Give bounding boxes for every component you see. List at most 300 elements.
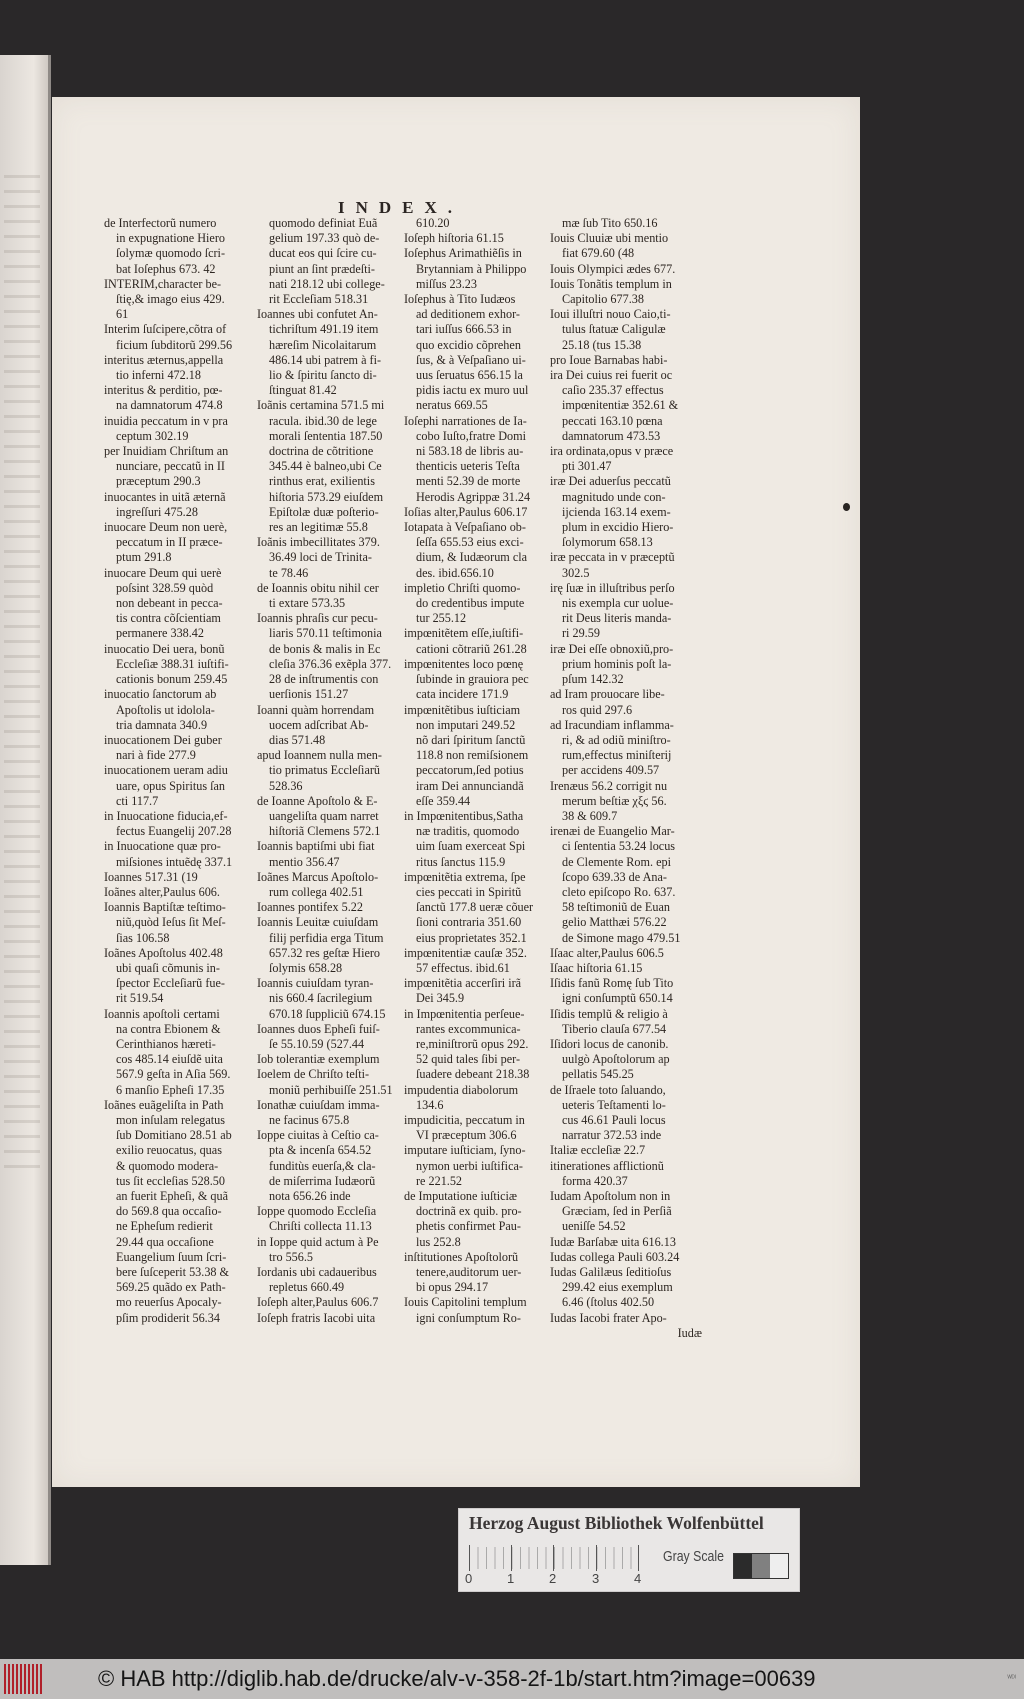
index-entry-line: nati 218.12 ubi collegе- (269, 276, 385, 291)
hab-logo-icon (4, 1664, 44, 1694)
index-entry-line: 58 teſtimoniũ de Euan (562, 900, 670, 915)
running-header: INDEX. (338, 198, 464, 217)
index-entry-line: nymon uerbi iuſtifica- (416, 1158, 523, 1173)
index-entry-line: cus 46.61 Pauli locus (562, 1112, 666, 1127)
index-entry-line: ſuadere debeant 218.38 (416, 1067, 530, 1082)
ruler-number: 0 (465, 1571, 473, 1586)
index-entry-line: eius proprietates 352.1 (416, 930, 527, 945)
index-entry-line: Iudæ Barſabæ uita 616.13 (550, 1234, 676, 1249)
index-entry-line: ne Epheſum redierit (116, 1219, 213, 1234)
index-entry-line: Dei 345.9 (416, 991, 465, 1006)
index-entry-line: plum in excidio Hiero- (562, 520, 674, 535)
index-entry-line: de miſerrima Iudæorũ (269, 1173, 376, 1188)
index-entry-line: phetis confirmet Pau- (416, 1219, 521, 1234)
index-entry-line: tur 255.12 (416, 611, 467, 626)
index-entry-line: Interim ſuſcipere,cõtra of (104, 322, 227, 337)
index-entry-line: Chriſti collecta 11.13 (269, 1219, 372, 1234)
index-entry-line: impœnitẽtem eſſe,iuſtifi- (404, 626, 524, 641)
book-gutter (48, 55, 51, 1565)
index-entry-line: ſus, & à Veſpaſiano ui- (416, 352, 526, 367)
index-entry-line: non imputari 249.52 (416, 717, 516, 732)
index-entry-line: impletio Chriſti quomo- (404, 580, 521, 595)
index-entry-line: Ioui illuſtri nouo Caio,ti- (550, 307, 671, 322)
index-entry-line: Epiſtolæ duæ poſterio- (269, 504, 379, 519)
index-entry-line: Euangelium ſuum ſcri- (116, 1249, 227, 1264)
index-entry-line: lio & ſpiritu ſancto di- (269, 368, 377, 383)
index-entry-line: de Ioannis obitu nihil cer (257, 580, 379, 595)
index-entry-line: inſtitutiones Apoſtolorũ (404, 1249, 519, 1264)
index-entry-line: tis contra cõſcientiam (116, 611, 221, 626)
index-entry-line: ſanctũ 177.8 ueræ cõuer (416, 900, 534, 915)
index-entry-line: inuocatio Dei uera, bonũ (104, 641, 225, 656)
index-entry-line: iram Dei annunciandã (416, 778, 524, 793)
index-entry-line: Ioſeph fratris Iacobi uita (257, 1310, 376, 1325)
index-entry-line: damnatorum 473.53 (562, 428, 661, 443)
index-column-4 (550, 216, 702, 1341)
index-entry-line: an fuerit Epheſi, & quã (116, 1189, 229, 1203)
index-entry-line: ti extare 573.35 (269, 596, 346, 611)
index-entry-line: in Impœnitentibus,Satha (404, 808, 524, 823)
index-entry-line: pta & incenſa 654.52 (269, 1143, 372, 1158)
index-entry-line: ſolymæ quomodo ſcri- (116, 246, 226, 261)
index-entry-line: rantes excommunica- (416, 1021, 521, 1036)
index-entry-line: Iudas collega Pauli 603.24 (550, 1249, 680, 1264)
index-entry-line: Ioannes pontifex 5.22 (257, 900, 363, 915)
index-entry-line: 6 manſio Epheſi 17.35 (116, 1082, 225, 1097)
index-entry-line: ſcopo 639.33 de Ana- (562, 869, 667, 884)
index-entry-line: cata incidere 171.9 (416, 687, 509, 702)
index-entry-line: ci ſententia 53.24 locus (562, 839, 676, 854)
index-entry-line: 28 de inſtrumentis con (269, 672, 379, 687)
ruler-number: 2 (549, 1571, 557, 1586)
index-entry-line: de Imputatione iuſticiæ (404, 1189, 518, 1203)
index-entry-line: quo excidio cõprehen (416, 337, 521, 352)
index-entry-line: cationi cõtrariũ 261.28 (416, 641, 527, 656)
index-entry-line: pſim prodiderit 56.34 (116, 1310, 220, 1325)
index-entry-line: cleſia 376.36 exẽpla 377. (269, 656, 392, 671)
index-entry-line: iræ peccata in v præceptũ (550, 550, 675, 565)
index-entry-line: Ioãnis certamina 571.5 mi (257, 398, 385, 413)
index-entry-line: do 569.8 qua occaſio- (116, 1204, 222, 1219)
index-entry-line: de bonis & malis in Ec (269, 641, 381, 656)
index-entry-line: Græciam, ſed in Perſiã (562, 1204, 672, 1219)
index-entry-line: nis exempla cur uolue- (562, 596, 674, 611)
index-entry-line: miſsiones intuẽdę 337.1 (116, 854, 233, 869)
index-entry-line: mo reuerſus Apocaly- (116, 1295, 222, 1310)
index-entry-line: imputare iuſticiam, ſyno- (404, 1143, 526, 1158)
index-entry-line: nõ dari ſpiritum ſanctũ (416, 732, 526, 747)
index-entry-line: tus ſit eccleſias 528.50 (116, 1173, 225, 1188)
index-entry-line: Ioannis Leuitæ cuiuſdam (257, 915, 379, 930)
index-entry-line: mæ ſub Tito 650.16 (562, 216, 658, 230)
index-entry-line: nari à fide 277.9 (116, 748, 196, 763)
index-entry-line: ingreſſuri 475.28 (116, 504, 198, 519)
index-entry-line: uus ſeruatus 656.15 la (416, 368, 523, 383)
index-entry-line: Iouis Tonãtis templum in (550, 276, 672, 291)
index-entry-line: Ioãnes Apoſtolus 402.48 (104, 945, 223, 960)
index-entry-line: Iſidis fanũ Romę ſub Tito (550, 976, 674, 991)
index-entry-line: pellatis 545.25 (562, 1067, 634, 1082)
index-entry-line: tria damnata 340.9 (116, 717, 208, 732)
index-entry-line: Iouis Cluuiæ ubi mentio (550, 231, 669, 246)
footer-url-text[interactable]: © HAB http://diglib.hab.de/drucke/alv-v-358-2f-1b/start.htm?image=00639 (98, 1666, 816, 1691)
index-entry-line: cies peccati in Spiritũ (416, 884, 522, 899)
index-entry-line: 657.32 res geſtæ Hiero (269, 945, 381, 960)
index-entry-line: nunciare, peccatũ in II (116, 459, 225, 474)
index-entry-line: hæreſim Nicolaitarum (269, 337, 377, 352)
index-entry-line: ſub Domitiano 28.51 ab (116, 1128, 232, 1143)
index-entry-line: & quomodo modera- (116, 1158, 219, 1173)
index-entry-line: per Inuidiam Chriſtum an (104, 444, 229, 459)
index-entry-line: 670.18 ſuppliciũ 674.15 (269, 1006, 386, 1021)
index-entry-line: gelium 197.33 quò de- (269, 231, 380, 246)
index-entry-line: cobo Iuſto,fratre Domi (416, 428, 526, 443)
index-entry-line: de Ioanne Apoſtolo & E- (257, 793, 378, 808)
index-entry-line: 57 effectus. ibid.61 (416, 960, 510, 975)
index-entry-line: ijcienda 163.14 exem- (562, 504, 671, 519)
index-entry-line: re,miniſtrorũ opus 292. (416, 1036, 529, 1051)
index-entry-line: 486.14 ubi patrem à fi- (269, 352, 382, 367)
index-entry-line: ficium ſubditorũ 299.56 (116, 337, 233, 352)
index-entry-line: narratur 372.53 inde (562, 1128, 662, 1143)
index-entry-line: in Impœnitentia perſeue- (404, 1006, 525, 1021)
index-entry-line: cos 485.14 eiuſdẽ uita (116, 1052, 223, 1067)
index-entry-line: ducat eos qui ſcire cu- (269, 246, 377, 261)
index-entry-line: Iudæ (677, 1325, 702, 1340)
index-entry-line: fiat 679.60 (48 (562, 246, 635, 261)
index-entry-line: tari iuſſus 666.53 in (416, 322, 512, 337)
index-entry-line: 25.18 (tus 15.38 (562, 337, 642, 352)
index-entry-line: ne facinus 675.8 (269, 1112, 350, 1127)
index-entry-line: Ioanni quàm horrendam (257, 702, 375, 717)
index-entry-line: doctrina de cõtritione (269, 444, 374, 459)
index-entry-line: cationis bonum 259.45 (116, 672, 228, 687)
index-entry-line: nota 656.26 inde (269, 1189, 351, 1203)
index-entry-line: lus 252.8 (416, 1234, 461, 1249)
index-entry-line: irę ſuæ in illuſtribus perſo (550, 580, 675, 595)
index-entry-line: Ioannis phraſis cur pecu- (257, 611, 378, 626)
index-entry-line: præceptum 290.3 (116, 474, 201, 489)
index-entry-line: Iotapata à Veſpaſiano ob- (404, 520, 526, 535)
index-entry-line: Italiæ eccleſiæ 22.7 (550, 1143, 646, 1158)
index-entry-line: Ioannis cuiuſdam tyran- (257, 976, 374, 991)
index-entry-line: impœnitentiæ cauſæ 352. (404, 945, 527, 960)
color-scale-card (458, 1508, 800, 1592)
index-column-2 (257, 216, 409, 1326)
index-entry-line: tichriſtum 491.19 item (269, 322, 379, 337)
index-entry-line: exilio reuocatus, quas (116, 1143, 222, 1158)
index-entry-line: pti 301.47 (562, 459, 612, 474)
index-entry-line: repletus 660.49 (269, 1280, 345, 1295)
index-entry-line: dium, & Iudæorum cla (416, 550, 528, 565)
index-entry-line: ſolymorum 658.13 (562, 535, 653, 550)
index-entry-line: Eccleſiæ 388.31 iuſtifi- (116, 656, 229, 671)
index-entry-line: bat Ioſephus 673. 42 (116, 261, 216, 276)
index-column-3 (404, 216, 556, 1326)
swatch-mid (752, 1554, 770, 1578)
index-entry-line: 567.9 geſta in Aſia 569. (116, 1067, 231, 1082)
index-entry-line: peccati 163.10 pœna (562, 413, 663, 428)
index-entry-line: in Inuocatione quæ pro- (104, 839, 221, 854)
paper-blemish (843, 503, 850, 511)
ruler-ticks (469, 1547, 639, 1569)
index-entry-line: ritus ſanctus 115.9 (416, 854, 506, 869)
index-entry-line: 610.20 (416, 216, 450, 230)
index-entry-line: pidis iactu ex muro uul (416, 383, 529, 398)
index-entry-line: pſum 142.32 (562, 672, 624, 687)
index-entry-line: piunt an ſint prædeſti- (269, 261, 375, 276)
index-entry-line: ri 29.59 (562, 626, 600, 641)
ruler-major-tick (596, 1545, 597, 1571)
ruler-major-tick (469, 1545, 470, 1571)
index-entry-line: ſtinguat 81.42 (269, 383, 337, 398)
index-entry-line: nis 660.4 ſacrilegium (269, 991, 373, 1006)
index-entry-line: merum beſtiæ χξϛ 56. (562, 793, 667, 808)
index-entry-line: rum collega 402.51 (269, 884, 364, 899)
index-entry-line: igni conſumptum Ro- (416, 1310, 521, 1325)
index-entry-line: Ioannis apoſtoli certami (104, 1006, 220, 1021)
index-entry-line: Ioãnis imbecillitates 379. (257, 535, 380, 550)
index-entry-line: igni conſumptũ 650.14 (562, 991, 673, 1006)
index-entry-line: ſeſſa 655.53 eius exci- (416, 535, 524, 550)
index-entry-line: ad Iracundiam inflamma- (550, 717, 674, 732)
index-entry-line: morali ſententia 187.50 (269, 428, 383, 443)
index-entry-line: des. ibid.656.10 (416, 565, 494, 580)
index-entry-line: do credentibus impute (416, 596, 525, 611)
index-entry-line: Iordanis ubi cadaueribus (257, 1265, 377, 1280)
index-entry-line: 52 quid tales ſibi per- (416, 1052, 521, 1067)
index-entry-line: filij perfidia erga Titum (269, 930, 384, 945)
index-entry-line: ſe 55.10.59 (527.44 (269, 1036, 365, 1051)
index-entry-line: magnitudo unde con- (562, 489, 666, 504)
index-entry-line: Ioannes 517.31 (19 (104, 869, 198, 884)
index-entry-line: fectus Euangelij 207.28 (116, 824, 232, 839)
index-entry-line: de Iſraele toto ſaluando, (550, 1082, 666, 1097)
index-entry-line: moniũ perhibuiſſe 251.51 (269, 1082, 393, 1097)
footer-mark: ᵂᴰᴵ (1007, 1675, 1016, 1682)
index-entry-line: uangeliſta quam narret (269, 808, 379, 823)
index-entry-line: caſio 235.37 effectus (562, 383, 664, 398)
index-entry-line: eſſe 359.44 (416, 793, 471, 808)
index-entry-line: ſolymis 658.28 (269, 960, 343, 975)
index-entry-line: Iudas Galilæus ſeditioſus (550, 1265, 672, 1280)
index-entry-line: rit Eccleſiam 518.31 (269, 292, 369, 307)
index-entry-line: Iouis Olympici ædes 677. (550, 261, 676, 276)
adjacent-page-text-bleed (4, 175, 40, 1175)
index-entry-line: pro Ioue Barnabas habi- (550, 352, 668, 367)
index-entry-line: Herodis Agrippæ 31.24 (416, 489, 531, 504)
index-entry-line: cleto epiſcopo Ro. 637. (562, 884, 676, 899)
index-entry-line: inuocationem Dei guber (104, 732, 222, 747)
index-entry-line: ptum 291.8 (116, 550, 172, 565)
index-entry-line: niũ,quòd Ieſus ſit Meſ- (116, 915, 226, 930)
index-entry-line: Ioſephus à Tito Iudæos (404, 292, 516, 307)
index-entry-line: funditùs euerſa,& cla- (269, 1158, 376, 1173)
index-entry-line: Ioſeph hiſtoria 61.15 (404, 231, 504, 246)
index-entry-line: impœnitentes loco pœnę (404, 656, 524, 671)
index-entry-line: tio inferni 472.18 (116, 368, 201, 383)
index-entry-line: 302.5 (562, 565, 590, 580)
index-entry-line: Ioppe ciuitas à Ceſtio ca- (257, 1128, 379, 1143)
index-entry-line: inuocare Deum non uerè, (104, 520, 228, 535)
index-entry-line: rum,effectus miniſterij (562, 748, 672, 763)
index-entry-line: apud Ioannem nulla men- (257, 748, 382, 763)
index-entry-line: na contra Ebionem & (116, 1021, 221, 1036)
index-entry-line: ſioni contraria 351.60 (416, 915, 522, 930)
index-entry-line: 345.44 è balneo,ubi Ce (269, 459, 382, 474)
index-entry-line: Ioannis baptiſmi ubi fiat (257, 839, 375, 854)
index-entry-line: tro 556.5 (269, 1249, 314, 1264)
index-entry-line: cti 117.7 (116, 793, 159, 808)
index-entry-line: 29.44 qua occaſione (116, 1234, 214, 1249)
index-entry-line: ceptum 302.19 (116, 428, 189, 443)
index-entry-line: poſsint 328.59 quòd (116, 580, 214, 595)
ruler-number: 3 (592, 1571, 600, 1586)
index-entry-line: tio primatus Eccleſiarũ (269, 763, 381, 778)
index-entry-line: tenere,auditorum uer- (416, 1265, 522, 1280)
index-entry-line: doctrinã ex quib. pro- (416, 1204, 522, 1219)
index-entry-line: 528.36 (269, 778, 303, 793)
index-entry-line: Iouis Capitolini templum (404, 1295, 527, 1310)
index-entry-line: ira Dei cuius rei fuerit oc (550, 368, 673, 383)
index-entry-line: irenæi de Euangelio Mar- (550, 824, 675, 839)
index-entry-line: ſtię,& imago eius 429. (116, 292, 225, 307)
index-entry-line: rit 519.54 (116, 991, 164, 1006)
index-entry-line: te 78.46 (269, 565, 309, 580)
index-entry-line: rit Deus literis manda- (562, 611, 672, 626)
index-entry-line: 36.49 loci de Trinita- (269, 550, 372, 565)
index-entry-line: Ioannes ubi confutet An- (257, 307, 378, 322)
index-entry-line: non debeant in pecca- (116, 596, 223, 611)
index-entry-line: rinthus erat, exilientis (269, 474, 375, 489)
index-entry-line: uare, opus Spiritus ſan (116, 778, 225, 793)
index-entry-line: de Simone mago 479.51 (562, 930, 681, 945)
index-column-1 (104, 216, 256, 1326)
adjacent-page-edge (0, 55, 48, 1565)
index-entry-line: hiſtoriã Clemens 572.1 (269, 824, 381, 839)
index-entry-line: mentio 356.47 (269, 854, 340, 869)
ruler-number: 1 (507, 1571, 515, 1586)
index-entry-line: inuidia peccatum in v pra (104, 413, 228, 428)
index-entry-line: 6.46 (ſtolus 402.50 (562, 1295, 655, 1310)
ruler-major-tick (553, 1545, 554, 1571)
index-entry-line: forma 420.37 (562, 1173, 628, 1188)
index-entry-line: Iſidori locus de canonib. (550, 1036, 669, 1051)
index-entry-line: 61 (116, 307, 129, 322)
index-entry-line: Cerinthianos hæreti- (116, 1036, 216, 1051)
index-entry-line: Ioãnes euãgeliſta in Path (104, 1097, 224, 1112)
index-entry-line: 118.8 non remiſsionem (416, 748, 529, 763)
index-entry-line: Irenæus 56.2 corrigit nu (550, 778, 668, 793)
library-name: Herzog August Bibliothek Wolfenbüttel (469, 1513, 764, 1533)
gray-scale-label: Gray Scale (663, 1549, 724, 1565)
index-entry-line: de Interfectorũ numero (104, 216, 217, 230)
index-entry-line: in Inuocatione fiducia,ef- (104, 808, 228, 823)
index-entry-line: ueteris Teſtamenti lo- (562, 1097, 666, 1112)
index-entry-line: iræ Dei eſſe obnoxiũ,pro- (550, 641, 674, 656)
index-entry-line: Ioſeph alter,Paulus 606.7 (257, 1295, 379, 1310)
index-entry-line: Iſaac hiſtoria 61.15 (550, 960, 643, 975)
index-entry-line: Tiberio clauſa 677.54 (562, 1021, 667, 1036)
ruler-major-tick (511, 1545, 512, 1571)
index-entry-line: gelio Matthæi 576.22 (562, 915, 667, 930)
index-entry-line: Iob tolerantiæ exemplum (257, 1052, 380, 1067)
index-entry-line: 569.25 quãdo ex Path- (116, 1280, 226, 1295)
index-entry-line: Ionathæ cuiuſdam imma- (257, 1097, 380, 1112)
index-entry-line: inuocare Deum qui uerè (104, 565, 222, 580)
index-entry-line: uulgò Apoſtolorum ap (562, 1052, 670, 1067)
swatch-light (770, 1554, 788, 1578)
index-entry-line: in Ioppe quid actum à Pe (257, 1234, 379, 1249)
index-entry-line: Brytanniam à Philippo (416, 261, 527, 276)
index-entry-line: Ioſephus Arimathiẽſis in (404, 246, 522, 261)
index-entry-line: mon inſulam relegatus (116, 1112, 225, 1127)
index-entry-line: inuocationem ueram adiu (104, 763, 228, 778)
index-entry-line: ni 583.18 de libris au- (416, 444, 524, 459)
index-entry-line: uerſionis 151.27 (269, 687, 349, 702)
index-entry-line: Ioppe quomodo Eccleſia (257, 1204, 377, 1219)
index-entry-line: peccatorum,ſed potius (416, 763, 524, 778)
index-entry-line: thenticis ueteris Teſta (416, 459, 520, 474)
index-entry-line: impœnitẽtibus iuſticiam (404, 702, 521, 717)
index-entry-line: ri, & ad odiũ miniſtro- (562, 732, 671, 747)
index-entry-line: peccatum in II præce- (116, 535, 223, 550)
index-entry-line: Apoſtolis ut idolola- (116, 702, 215, 717)
index-entry-line: tulus ſtatuæ Caligulæ (562, 322, 666, 337)
index-entry-line: menti 52.39 de morte (416, 474, 521, 489)
index-entry-line: uocem adſcribat Ab- (269, 717, 369, 732)
index-entry-line: bere ſuſceperit 53.38 & (116, 1265, 230, 1280)
index-entry-line: ſubinde in grauiora pec (416, 672, 529, 687)
index-entry-line: ueniſſe 54.52 (562, 1219, 626, 1234)
index-entry-line: prium hominis poſt la- (562, 656, 672, 671)
gray-scale-swatches (733, 1553, 789, 1579)
index-entry-line: permanere 338.42 (116, 626, 204, 641)
index-entry-line: in expugnatione Hiero (116, 231, 225, 246)
index-entry-line: Iudam Apoſtolum non in (550, 1189, 671, 1203)
index-entry-line: iræ Dei aduerſus peccatũ (550, 474, 671, 489)
index-entry-line: Ioãnes alter,Paulus 606. (104, 884, 220, 899)
index-entry-line: impudentia diabolorum (404, 1082, 519, 1097)
index-entry-line: ros quid 297.6 (562, 702, 633, 717)
index-entry-line: uim ſuam exerceat Spi (416, 839, 526, 854)
index-entry-line: inuocantes in uitã æternã (104, 489, 226, 504)
index-entry-line: 38 & 609.7 (562, 808, 618, 823)
index-entry-line: Ioelem de Chriſto teſti- (257, 1067, 370, 1082)
index-entry-line: Ioãnes Marcus Apoſtolo- (257, 869, 379, 884)
index-entry-line: na damnatorum 474.8 (116, 398, 223, 413)
index-entry-line: liaris 570.11 teſtimonia (269, 626, 382, 641)
index-entry-line: res an legitimæ 55.8 (269, 520, 368, 535)
index-entry-line: næ traditis, quomodo (416, 824, 520, 839)
swatch-dark (734, 1554, 752, 1578)
index-entry-line: Iudas Iacobi frater Apo- (550, 1310, 667, 1325)
index-entry-line: impœnitẽtia extrema, ſpe (404, 869, 526, 884)
ruler-major-tick (638, 1545, 639, 1571)
index-entry-line: 134.6 (416, 1097, 444, 1112)
index-entry-line: bi opus 294.17 (416, 1280, 489, 1295)
index-entry-line: quomodo definiat Euã (269, 216, 378, 230)
index-entry-line: de Clemente Rom. epi (562, 854, 671, 869)
index-entry-line: impudicitia, peccatum in (404, 1112, 525, 1127)
index-entry-line: INTERIM,character be- (104, 276, 222, 291)
ruler-number: 4 (634, 1571, 642, 1586)
index-entry-line: itinerationes afflictionũ (550, 1158, 664, 1173)
index-entry-line: ſpector Eccleſiarũ fue- (116, 976, 225, 991)
index-entry-line: 299.42 eius exemplum (562, 1280, 673, 1295)
index-entry-line: interitus & perditio, pœ- (104, 383, 223, 398)
index-entry-line: Ioannes duos Epheſi fuiſ- (257, 1021, 380, 1036)
